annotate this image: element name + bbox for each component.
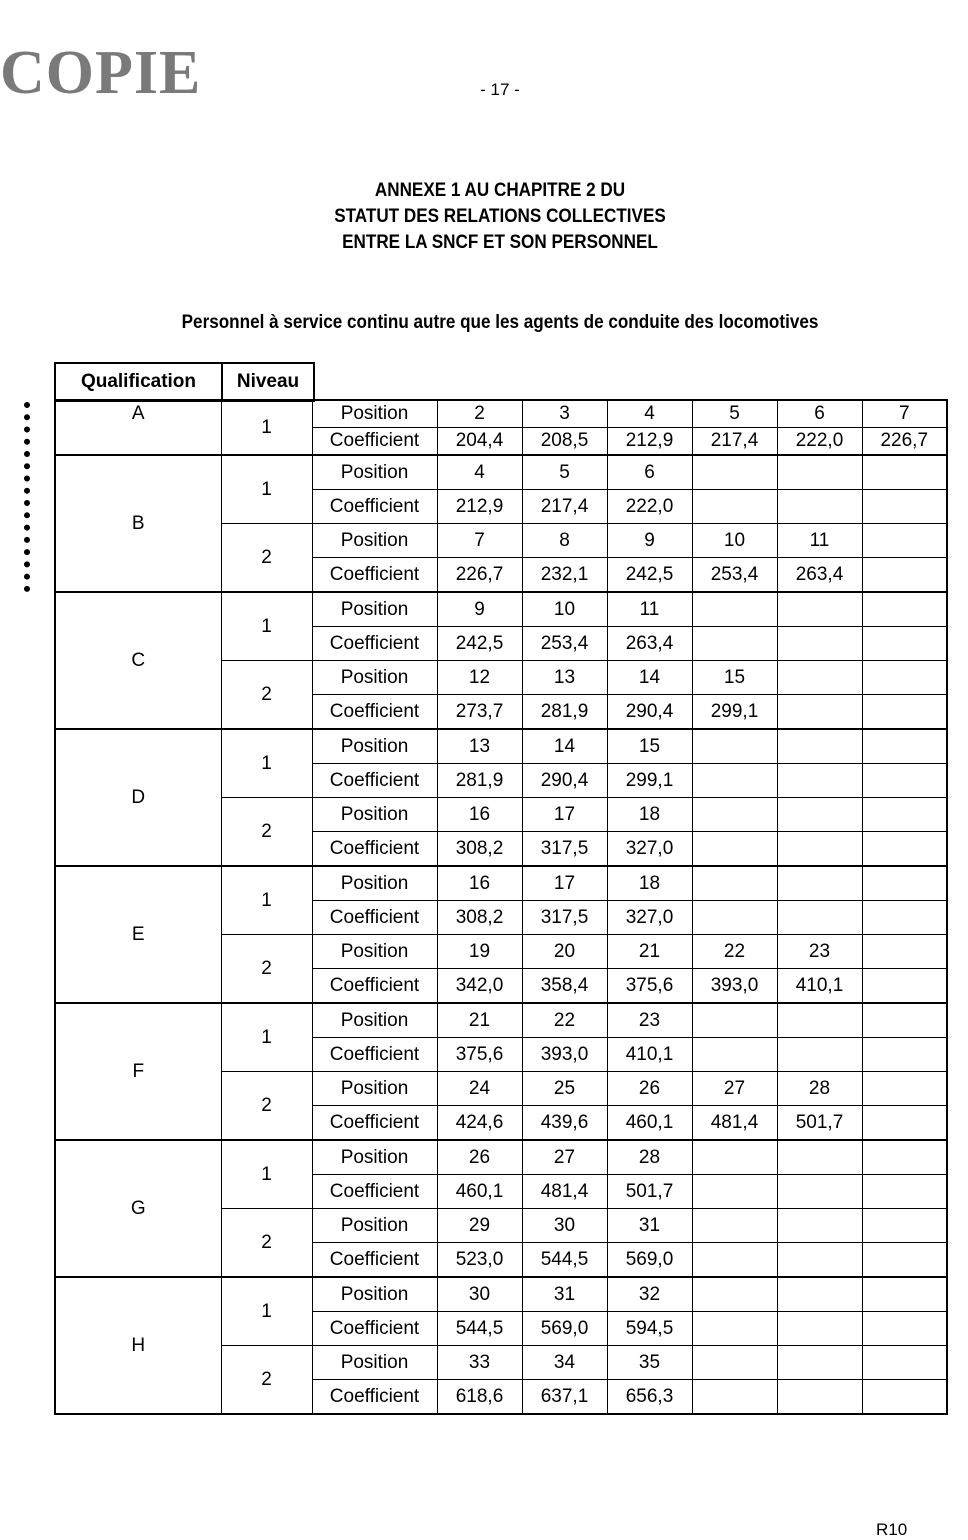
coefficient-value: 327,0	[607, 901, 692, 935]
position-value	[862, 592, 947, 627]
coefficient-value: 222,0	[777, 428, 862, 456]
position-value	[862, 798, 947, 832]
position-value: 11	[607, 592, 692, 627]
position-value	[692, 729, 777, 764]
coefficient-value: 375,6	[437, 1038, 522, 1072]
coefficient-value	[692, 627, 777, 661]
position-value: 30	[522, 1209, 607, 1243]
position-value: 27	[692, 1072, 777, 1106]
coefficient-value	[777, 764, 862, 798]
position-label: Position	[312, 1072, 437, 1106]
coefficient-value: 222,0	[607, 490, 692, 524]
coefficient-value	[777, 1175, 862, 1209]
position-value: 20	[522, 935, 607, 969]
position-value: 6	[607, 455, 692, 490]
coefficient-value: 308,2	[437, 901, 522, 935]
position-value	[862, 1140, 947, 1175]
position-value	[862, 729, 947, 764]
coefficient-label: Coefficient	[312, 969, 437, 1004]
coefficient-label: Coefficient	[312, 832, 437, 867]
niveau-cell: 2	[221, 935, 312, 1004]
copie-stamp: COPIE	[0, 39, 202, 107]
position-value	[692, 798, 777, 832]
niveau-cell: 1	[221, 1003, 312, 1072]
coefficient-label: Coefficient	[312, 1243, 437, 1278]
coefficient-value	[777, 901, 862, 935]
qualification-cell: C	[55, 592, 221, 729]
qualification-cell: E	[55, 866, 221, 1003]
coefficient-value: 460,1	[437, 1175, 522, 1209]
position-label: Position	[312, 455, 437, 490]
coefficient-value: 308,2	[437, 832, 522, 867]
position-value: 35	[607, 1346, 692, 1380]
position-value: 26	[607, 1072, 692, 1106]
position-value	[862, 1277, 947, 1312]
coefficient-value: 393,0	[522, 1038, 607, 1072]
coefficient-value	[777, 1243, 862, 1278]
position-value: 23	[777, 935, 862, 969]
position-value: 5	[522, 455, 607, 490]
niveau-cell: 2	[221, 524, 312, 593]
qualification-cell: D	[55, 729, 221, 866]
position-label: Position	[312, 935, 437, 969]
qualification-cell: H	[55, 1277, 221, 1414]
coefficient-value: 226,7	[437, 558, 522, 593]
position-value: 31	[607, 1209, 692, 1243]
position-value: 16	[437, 866, 522, 901]
position-label: Position	[312, 1209, 437, 1243]
table-subtitle: Personnel à service continu autre que les agents de conduite des locomotives	[181, 312, 819, 333]
coefficient-value: 273,7	[437, 695, 522, 730]
qualification-cell: F	[55, 1003, 221, 1140]
position-label: Position	[312, 1140, 437, 1175]
position-value: 15	[607, 729, 692, 764]
coefficient-value	[777, 1312, 862, 1346]
position-value	[777, 1277, 862, 1312]
header-qualification: Qualification	[55, 363, 222, 401]
table-row	[55, 1003, 947, 1038]
position-value: 9	[437, 592, 522, 627]
niveau-cell: 2	[221, 798, 312, 867]
niveau-cell: 1	[221, 1140, 312, 1209]
position-value: 30	[437, 1277, 522, 1312]
coefficient-value: 263,4	[777, 558, 862, 593]
position-value: 7	[862, 400, 947, 428]
coefficient-value: 481,4	[692, 1106, 777, 1141]
position-value: 26	[437, 1140, 522, 1175]
coefficient-value: 242,5	[437, 627, 522, 661]
position-value	[777, 729, 862, 764]
position-value: 21	[437, 1003, 522, 1038]
coefficient-value: 263,4	[607, 627, 692, 661]
coefficient-value	[692, 490, 777, 524]
position-value: 32	[607, 1277, 692, 1312]
position-value	[862, 1209, 947, 1243]
coefficient-value: 544,5	[437, 1312, 522, 1346]
niveau-cell: 1	[221, 592, 312, 661]
position-value: 18	[607, 798, 692, 832]
coefficient-value: 618,6	[437, 1380, 522, 1415]
coefficient-value	[777, 695, 862, 730]
position-value: 3	[522, 400, 607, 428]
table-row	[55, 592, 947, 627]
position-value: 14	[522, 729, 607, 764]
position-value: 13	[437, 729, 522, 764]
heading-line-1: ANNEXE 1 AU CHAPITRE 2 DU	[374, 180, 626, 201]
coefficient-value: 299,1	[607, 764, 692, 798]
position-value: 2	[437, 400, 522, 428]
coefficient-value: 281,9	[522, 695, 607, 730]
position-value	[777, 1003, 862, 1038]
position-value	[777, 455, 862, 490]
coefficient-value	[862, 1380, 947, 1415]
coefficient-value	[862, 695, 947, 730]
position-value	[862, 1072, 947, 1106]
coefficient-value	[692, 1380, 777, 1415]
table-row	[55, 729, 947, 764]
position-label: Position	[312, 524, 437, 558]
position-value: 27	[522, 1140, 607, 1175]
position-label: Position	[312, 592, 437, 627]
position-value: 4	[437, 455, 522, 490]
coefficient-value: 253,4	[522, 627, 607, 661]
qualification-cell: G	[55, 1140, 221, 1277]
heading-line-3: ENTRE LA SNCF ET SON PERSONNEL	[342, 232, 658, 253]
coefficient-value: 212,9	[607, 428, 692, 456]
position-label: Position	[312, 1346, 437, 1380]
position-value	[692, 866, 777, 901]
position-value: 22	[692, 935, 777, 969]
coefficient-value: 299,1	[692, 695, 777, 730]
coefficient-value: 204,4	[437, 428, 522, 456]
coefficient-value: 460,1	[607, 1106, 692, 1141]
coefficient-value	[777, 832, 862, 867]
coefficient-value: 242,5	[607, 558, 692, 593]
position-value: 6	[777, 400, 862, 428]
position-value: 14	[607, 661, 692, 695]
page-number: - 17 -	[480, 80, 520, 99]
coefficient-label: Coefficient	[312, 1038, 437, 1072]
coefficient-label: Coefficient	[312, 428, 437, 456]
coefficient-value: 375,6	[607, 969, 692, 1004]
coefficient-value: 232,1	[522, 558, 607, 593]
coefficient-value	[862, 832, 947, 867]
qualification-cell: B	[55, 455, 221, 592]
coefficient-label: Coefficient	[312, 627, 437, 661]
coefficient-value: 253,4	[692, 558, 777, 593]
position-value: 18	[607, 866, 692, 901]
coefficient-value: 212,9	[437, 490, 522, 524]
position-value	[862, 455, 947, 490]
position-value	[692, 1140, 777, 1175]
niveau-cell: 2	[221, 1209, 312, 1278]
coefficient-value: 317,5	[522, 832, 607, 867]
position-value: 7	[437, 524, 522, 558]
coefficient-value: 410,1	[607, 1038, 692, 1072]
position-value: 5	[692, 400, 777, 428]
coefficient-value: 358,4	[522, 969, 607, 1004]
coefficient-value: 317,5	[522, 901, 607, 935]
coefficient-value: 569,0	[522, 1312, 607, 1346]
coefficient-value	[862, 1243, 947, 1278]
coefficient-value	[692, 832, 777, 867]
position-value: 29	[437, 1209, 522, 1243]
coefficient-value	[692, 1312, 777, 1346]
niveau-cell: 1	[221, 729, 312, 798]
niveau-cell: 1	[221, 866, 312, 935]
margin-dotted-line	[24, 402, 38, 592]
header-niveau: Niveau	[222, 363, 314, 401]
table-row	[55, 455, 947, 490]
table-row	[55, 1140, 947, 1175]
table-header	[54, 362, 315, 402]
coefficient-value: 424,6	[437, 1106, 522, 1141]
position-value: 23	[607, 1003, 692, 1038]
coefficient-value	[862, 901, 947, 935]
position-value	[692, 1209, 777, 1243]
footer-code: R10	[876, 1520, 908, 1539]
position-value: 24	[437, 1072, 522, 1106]
coefficient-label: Coefficient	[312, 1380, 437, 1415]
coefficient-value: 327,0	[607, 832, 692, 867]
table-row	[55, 866, 947, 901]
position-value	[777, 866, 862, 901]
coefficient-value: 594,5	[607, 1312, 692, 1346]
position-value: 16	[437, 798, 522, 832]
niveau-cell: 1	[221, 1277, 312, 1346]
coefficient-value	[692, 764, 777, 798]
position-value	[692, 1277, 777, 1312]
coefficient-value: 393,0	[692, 969, 777, 1004]
coefficient-value: 523,0	[437, 1243, 522, 1278]
qualification-cell: A	[55, 400, 221, 455]
coefficient-value: 290,4	[607, 695, 692, 730]
position-value	[862, 935, 947, 969]
coefficient-value: 281,9	[437, 764, 522, 798]
position-value: 28	[607, 1140, 692, 1175]
coefficient-value	[777, 627, 862, 661]
niveau-cell: 2	[221, 1346, 312, 1415]
position-value: 4	[607, 400, 692, 428]
coefficient-label: Coefficient	[312, 1175, 437, 1209]
coefficient-label: Coefficient	[312, 764, 437, 798]
position-value: 21	[607, 935, 692, 969]
position-label: Position	[312, 661, 437, 695]
coefficient-value	[862, 1175, 947, 1209]
position-value	[692, 1346, 777, 1380]
heading-line-2: STATUT DES RELATIONS COLLECTIVES	[334, 206, 666, 227]
position-label: Position	[312, 1277, 437, 1312]
position-value	[862, 524, 947, 558]
position-label: Position	[312, 400, 437, 428]
coefficient-value	[777, 490, 862, 524]
coefficient-value	[862, 627, 947, 661]
coefficient-value: 501,7	[777, 1106, 862, 1141]
coefficient-value	[692, 901, 777, 935]
position-value: 9	[607, 524, 692, 558]
position-value	[862, 866, 947, 901]
coefficient-value: 410,1	[777, 969, 862, 1004]
position-value	[862, 1003, 947, 1038]
position-value: 15	[692, 661, 777, 695]
coefficient-value	[862, 490, 947, 524]
position-value	[862, 1346, 947, 1380]
coefficient-value	[692, 1038, 777, 1072]
position-value	[692, 592, 777, 627]
coefficient-label: Coefficient	[312, 490, 437, 524]
coefficient-value: 637,1	[522, 1380, 607, 1415]
position-value	[777, 592, 862, 627]
coefficient-value: 290,4	[522, 764, 607, 798]
position-label: Position	[312, 729, 437, 764]
position-value: 31	[522, 1277, 607, 1312]
position-value: 28	[777, 1072, 862, 1106]
niveau-cell: 1	[221, 455, 312, 524]
coefficient-value	[777, 1380, 862, 1415]
position-value: 10	[522, 592, 607, 627]
coefficient-value: 208,5	[522, 428, 607, 456]
coefficient-value: 569,0	[607, 1243, 692, 1278]
coefficient-label: Coefficient	[312, 901, 437, 935]
position-value: 13	[522, 661, 607, 695]
coefficient-table	[54, 399, 948, 1415]
position-value: 11	[777, 524, 862, 558]
coefficient-value: 217,4	[692, 428, 777, 456]
coefficient-value: 217,4	[522, 490, 607, 524]
niveau-cell: 2	[221, 661, 312, 730]
niveau-cell: 1	[221, 400, 312, 455]
position-value	[777, 1140, 862, 1175]
position-value	[692, 1003, 777, 1038]
position-value	[692, 455, 777, 490]
position-label: Position	[312, 866, 437, 901]
coefficient-value: 226,7	[862, 428, 947, 456]
position-value: 34	[522, 1346, 607, 1380]
coefficient-value	[692, 1175, 777, 1209]
coefficient-value	[862, 558, 947, 593]
position-label: Position	[312, 798, 437, 832]
coefficient-label: Coefficient	[312, 1106, 437, 1141]
coefficient-value	[862, 969, 947, 1004]
coefficient-value	[862, 1312, 947, 1346]
coefficient-value	[777, 1038, 862, 1072]
coefficient-value: 656,3	[607, 1380, 692, 1415]
coefficient-value	[862, 764, 947, 798]
position-value: 19	[437, 935, 522, 969]
coefficient-value: 342,0	[437, 969, 522, 1004]
position-value: 8	[522, 524, 607, 558]
coefficient-value: 501,7	[607, 1175, 692, 1209]
niveau-cell: 2	[221, 1072, 312, 1141]
position-value: 12	[437, 661, 522, 695]
table-row	[55, 400, 947, 428]
coefficient-label: Coefficient	[312, 1312, 437, 1346]
position-value: 17	[522, 866, 607, 901]
coefficient-value	[862, 1106, 947, 1141]
coefficient-label: Coefficient	[312, 695, 437, 730]
coefficient-value: 439,6	[522, 1106, 607, 1141]
position-value: 25	[522, 1072, 607, 1106]
position-value	[777, 1209, 862, 1243]
document-heading	[50, 178, 950, 256]
position-value: 17	[522, 798, 607, 832]
position-value	[777, 798, 862, 832]
position-label: Position	[312, 1003, 437, 1038]
coefficient-label: Coefficient	[312, 558, 437, 593]
coefficient-value: 481,4	[522, 1175, 607, 1209]
position-value: 22	[522, 1003, 607, 1038]
coefficient-value	[692, 1243, 777, 1278]
position-value	[777, 1346, 862, 1380]
coefficient-value	[862, 1038, 947, 1072]
position-value: 10	[692, 524, 777, 558]
position-value: 33	[437, 1346, 522, 1380]
position-value	[777, 661, 862, 695]
position-value	[862, 661, 947, 695]
coefficient-value: 544,5	[522, 1243, 607, 1278]
table-row	[55, 1277, 947, 1312]
